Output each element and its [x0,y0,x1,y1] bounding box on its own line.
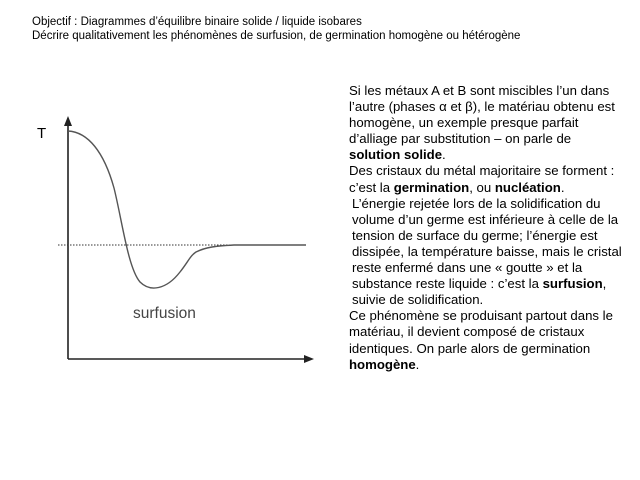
term-nucleation: nucléation [494,179,561,195]
y-axis-label: T [37,125,47,142]
cooling-curve [68,131,306,288]
paragraph-germination: Des cristaux du métal majoritaire se forment : c’est la germination, ou nucléation. [349,163,615,195]
paragraph-solution-solide: Si les métaux A et B sont miscibles l’un dans l’autre (phases α et β), le matériau obtenu est homogène, un exemple presque parfait d’alliage par substitution – on parle de solution solide. [349,83,615,163]
header-objective: Objectif : Diagrammes d’équilibre binaire solide / liquide isobares [32,16,362,28]
surfusion-label: surfusion [133,305,196,322]
term-homogene: homogène [349,356,416,372]
term-germination: germination [393,179,470,195]
term-surfusion: surfusion [542,276,603,292]
y-axis-arrow [64,116,72,126]
x-axis-arrow [304,355,314,363]
paragraph-surfusion: L’énergie rejetée lors de la solidification du volume d’un germe est inférieure à celle de la tension de surface du germe; l’énergie est dissipée, la température baisse, mais le cristal reste enfermé dans une « goutte » et la substance reste liquide : c’est la surfusion, suivie de solidification. [352,195,622,308]
header-description: Décrire qualitativement les phénomènes de surfusion, de germination homogène ou hétérogène [32,30,521,42]
term-solution-solide: solution solide [349,147,443,163]
paragraph-homogene: Ce phénomène se produisant partout dans le matériau, il devient composé de cristaux identiques. On parle alors de germination homogène. [349,308,613,372]
explanation-text [349,83,625,373]
